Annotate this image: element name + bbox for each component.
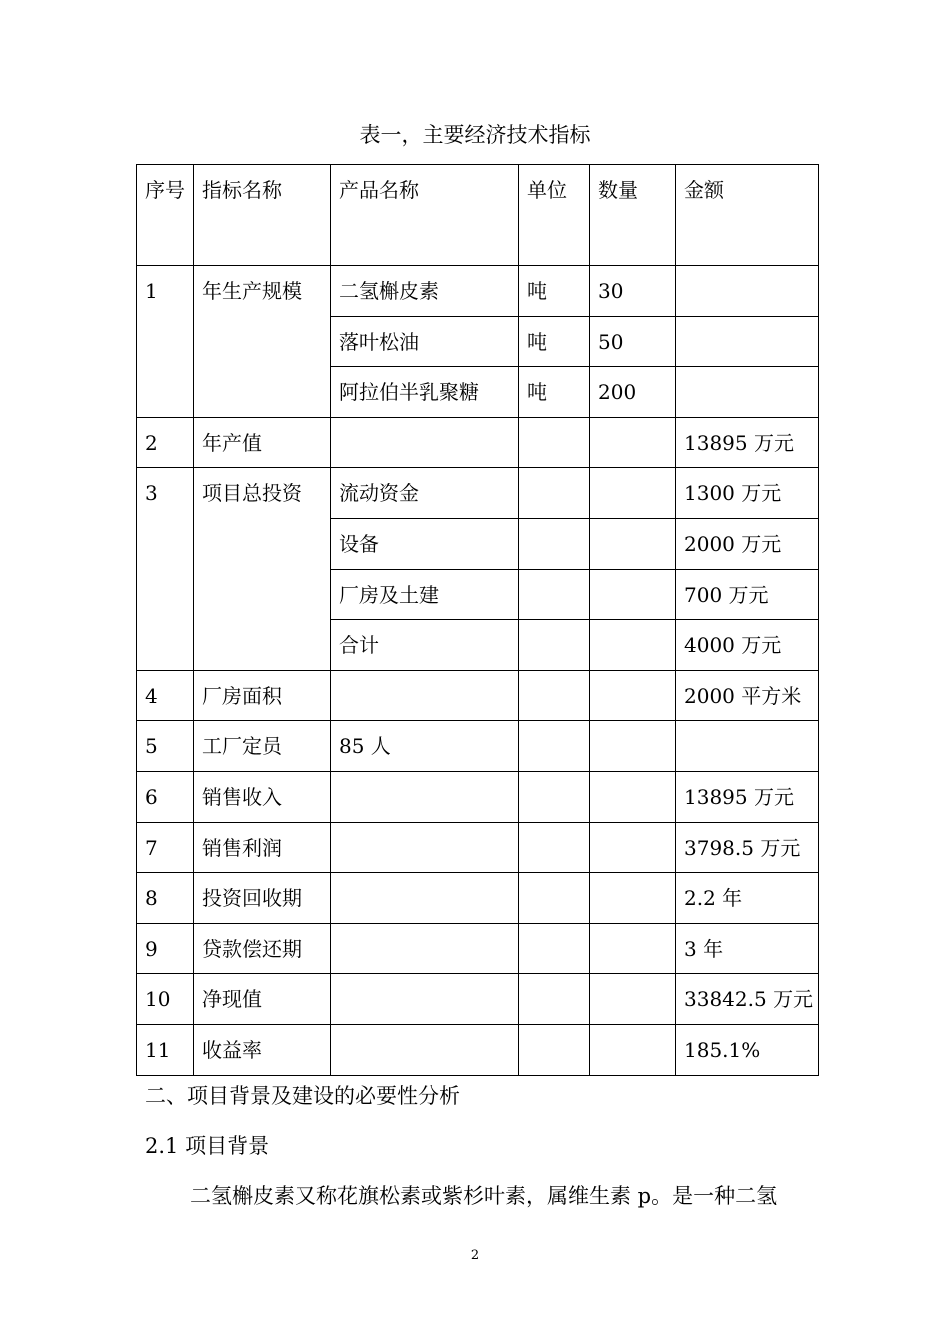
cell-amount: 33842.5 万元 — [676, 974, 819, 1025]
table-row — [137, 266, 819, 317]
cell-product — [331, 771, 519, 822]
cell-amount: 2.2 年 — [676, 873, 819, 924]
cell-quantity — [590, 974, 676, 1025]
header-seq: 序号 — [137, 165, 194, 266]
cell-product — [331, 822, 519, 873]
cell-product — [331, 923, 519, 974]
table-row — [137, 974, 819, 1025]
table-header-row — [137, 165, 819, 266]
cell-indicator: 贷款偿还期 — [194, 923, 331, 974]
cell-unit: 吨 — [519, 316, 590, 367]
cell-amount — [676, 721, 819, 772]
cell-amount — [676, 316, 819, 367]
cell-unit — [519, 468, 590, 519]
cell-amount — [676, 367, 819, 418]
cell-quantity: 30 — [590, 266, 676, 317]
cell-seq: 11 — [137, 1024, 194, 1075]
cell-quantity — [590, 721, 676, 772]
table-caption: 表一，主要经济技术指标 — [359, 123, 591, 147]
cell-quantity — [590, 822, 676, 873]
cell-quantity — [590, 923, 676, 974]
cell-amount: 2000 平方米 — [676, 670, 819, 721]
cell-amount: 4000 万元 — [676, 620, 819, 671]
cell-indicator: 净现值 — [194, 974, 331, 1025]
cell-product — [331, 873, 519, 924]
cell-seq: 2 — [137, 417, 194, 468]
table-row — [137, 822, 819, 873]
cell-unit — [519, 873, 590, 924]
cell-seq: 8 — [137, 873, 194, 924]
cell-unit — [519, 1024, 590, 1075]
cell-unit — [519, 569, 590, 620]
table-row — [137, 873, 819, 924]
cell-unit — [519, 974, 590, 1025]
cell-indicator: 销售利润 — [194, 822, 331, 873]
cell-unit — [519, 518, 590, 569]
header-product: 产品名称 — [331, 165, 519, 266]
cell-product: 85 人 — [331, 721, 519, 772]
subsection-heading: 2.1 项目背景 — [145, 1134, 270, 1158]
cell-seq: 10 — [137, 974, 194, 1025]
cell-seq: 3 — [137, 468, 194, 670]
table-row — [137, 1024, 819, 1075]
header-amount: 金额 — [676, 165, 819, 266]
cell-quantity — [590, 569, 676, 620]
cell-product — [331, 974, 519, 1025]
cell-amount: 3798.5 万元 — [676, 822, 819, 873]
cell-amount: 1300 万元 — [676, 468, 819, 519]
cell-unit — [519, 822, 590, 873]
cell-amount: 2000 万元 — [676, 518, 819, 569]
cell-indicator: 项目总投资 — [194, 468, 331, 670]
cell-seq: 9 — [137, 923, 194, 974]
cell-indicator: 厂房面积 — [194, 670, 331, 721]
cell-quantity — [590, 518, 676, 569]
cell-unit — [519, 721, 590, 772]
cell-indicator: 销售收入 — [194, 771, 331, 822]
cell-quantity — [590, 417, 676, 468]
cell-product: 设备 — [331, 518, 519, 569]
cell-unit — [519, 417, 590, 468]
header-indicator: 指标名称 — [194, 165, 331, 266]
cell-product: 流动资金 — [331, 468, 519, 519]
cell-seq: 6 — [137, 771, 194, 822]
table-row — [137, 721, 819, 772]
cell-product: 厂房及土建 — [331, 569, 519, 620]
table-row — [137, 417, 819, 468]
cell-amount: 185.1% — [676, 1024, 819, 1075]
table-row — [137, 771, 819, 822]
cell-indicator: 收益率 — [194, 1024, 331, 1075]
cell-amount: 13895 万元 — [676, 771, 819, 822]
cell-indicator: 年产值 — [194, 417, 331, 468]
section-heading: 二、项目背景及建设的必要性分析 — [145, 1084, 460, 1108]
cell-product: 阿拉伯半乳聚糖 — [331, 367, 519, 418]
cell-seq: 5 — [137, 721, 194, 772]
page-number: 2 — [470, 1248, 480, 1263]
cell-amount: 700 万元 — [676, 569, 819, 620]
cell-quantity — [590, 873, 676, 924]
cell-quantity — [590, 771, 676, 822]
cell-quantity: 200 — [590, 367, 676, 418]
cell-product: 合计 — [331, 620, 519, 671]
cell-quantity — [590, 670, 676, 721]
cell-unit — [519, 620, 590, 671]
table-row — [137, 468, 819, 519]
cell-quantity — [590, 1024, 676, 1075]
header-quantity: 数量 — [590, 165, 676, 266]
cell-unit: 吨 — [519, 266, 590, 317]
cell-product — [331, 417, 519, 468]
cell-indicator: 投资回收期 — [194, 873, 331, 924]
indicators-table — [136, 164, 819, 1076]
cell-indicator: 年生产规模 — [194, 266, 331, 418]
cell-product: 落叶松油 — [331, 316, 519, 367]
cell-product: 二氢槲皮素 — [331, 266, 519, 317]
table-row — [137, 923, 819, 974]
cell-quantity — [590, 620, 676, 671]
cell-amount: 3 年 — [676, 923, 819, 974]
cell-seq: 7 — [137, 822, 194, 873]
cell-indicator: 工厂定员 — [194, 721, 331, 772]
header-unit: 单位 — [519, 165, 590, 266]
body-paragraph: 二氢槲皮素又称花旗松素或紫杉叶素，属维生素 p。是一种二氢 — [190, 1184, 778, 1208]
cell-seq: 4 — [137, 670, 194, 721]
table-row — [137, 670, 819, 721]
cell-product — [331, 1024, 519, 1075]
cell-quantity — [590, 468, 676, 519]
cell-unit: 吨 — [519, 367, 590, 418]
cell-unit — [519, 923, 590, 974]
cell-product — [331, 670, 519, 721]
cell-amount — [676, 266, 819, 317]
cell-unit — [519, 670, 590, 721]
cell-seq: 1 — [137, 266, 194, 418]
cell-unit — [519, 771, 590, 822]
cell-amount: 13895 万元 — [676, 417, 819, 468]
cell-quantity: 50 — [590, 316, 676, 367]
